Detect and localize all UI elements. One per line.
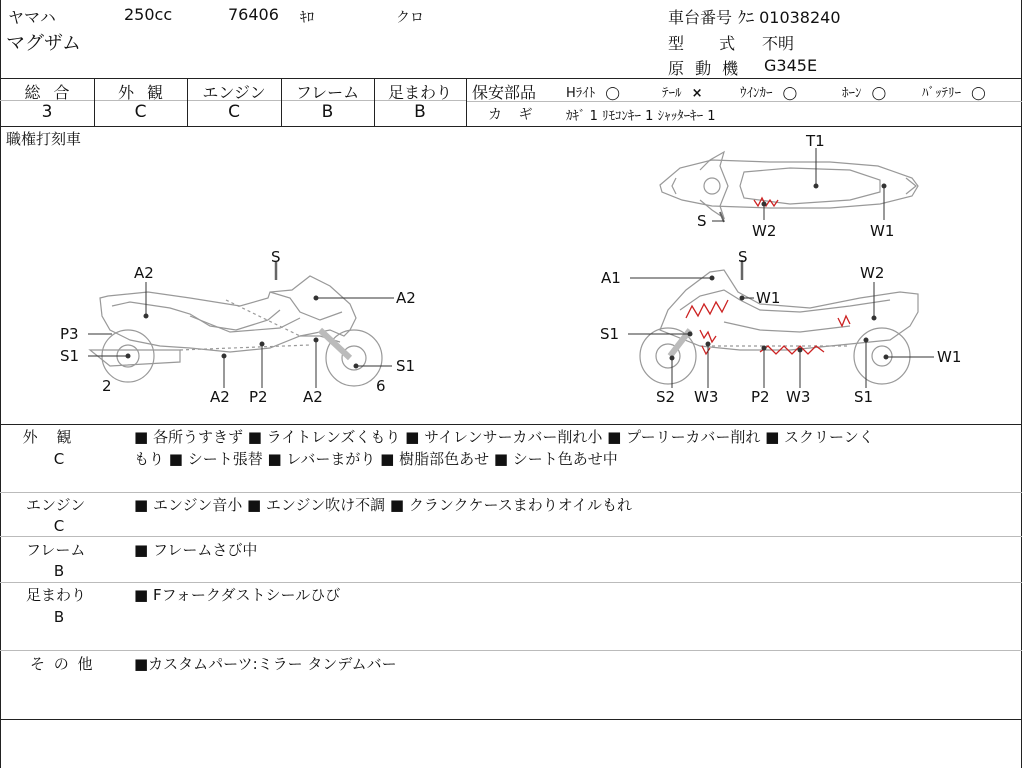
grade-frame: B — [321, 102, 334, 122]
type-value: 不明 — [762, 34, 795, 53]
damage-label: P3 — [60, 325, 79, 343]
make: ヤマハ — [8, 8, 56, 27]
circle-icon: ◯ — [971, 86, 986, 101]
damage-label: 2 — [102, 377, 112, 395]
divider — [0, 582, 1022, 583]
safety-item-name: Hﾗｲﾄ — [566, 86, 596, 101]
damage-label: W3 — [786, 388, 811, 406]
divider — [0, 424, 1022, 425]
safety-item-tail — [662, 82, 703, 101]
safety-item-horn — [842, 82, 886, 101]
grade-header-frame: フレーム — [295, 83, 360, 102]
grade-header-suspension: 足まわり — [387, 83, 452, 102]
damage-label: A2 — [396, 289, 416, 307]
note-text-exterior-cont: もり ■ シート張替 ■ レバーまがり ■ 樹脂部色あせ ■ シート色あせ中 — [134, 450, 618, 468]
safety-item-headlight — [566, 82, 620, 101]
damage-label: P2 — [249, 388, 268, 406]
damage-label: A1 — [601, 269, 621, 287]
engine-label: 原 動 機 — [668, 59, 739, 78]
damage-label: S1 — [60, 347, 80, 365]
note-text-engine: ■ エンジン音小 ■ エンジン吹け不調 ■ クランクケースまわりオイルもれ — [134, 496, 633, 514]
damage-label: S1 — [854, 388, 874, 406]
damage-label: W1 — [756, 289, 781, 307]
damage-label: A2 — [210, 388, 230, 406]
divider — [0, 492, 1022, 493]
safety-label: 保安部品 — [472, 83, 537, 102]
grade-header-overall: 総 合 — [24, 83, 70, 102]
damage-label: S — [738, 248, 748, 266]
note-label-engine: エンジン — [26, 496, 86, 514]
circle-icon: ◯ — [782, 86, 798, 101]
grade-header-exterior: 外 観 — [117, 83, 164, 102]
stamp-note: 職権打刻車 — [6, 130, 82, 148]
damage-label: T1 — [806, 132, 825, 150]
color: クロ — [396, 10, 424, 26]
damage-label: W2 — [752, 222, 777, 240]
safety-item-winker — [740, 82, 797, 101]
displacement: 250cc — [124, 5, 173, 24]
note-text-frame: ■ フレームさび中 — [134, 541, 258, 559]
note-label-suspension: 足まわり — [26, 586, 87, 604]
damage-label: W1 — [870, 222, 895, 240]
engine-value: G345E — [764, 56, 818, 75]
damage-label: A2 — [134, 264, 154, 282]
note-grade-engine: C — [53, 517, 65, 535]
note-grade-exterior: C — [53, 450, 65, 468]
safety-item-name: ﾎｰﾝ — [842, 86, 862, 101]
grade-exterior: C — [134, 102, 147, 122]
damage-label: W2 — [860, 264, 885, 282]
note-label-frame: フレーム — [26, 541, 86, 559]
safety-item-name: ｳｲﾝｶｰ — [740, 86, 773, 101]
damage-label: S2 — [656, 388, 676, 406]
damage-label: A2 — [303, 388, 323, 406]
circle-icon: ◯ — [605, 86, 620, 101]
damage-diagram — [0, 126, 1022, 426]
damage-label: S1 — [396, 357, 416, 375]
leader-lines — [88, 148, 934, 388]
note-grade-suspension: B — [53, 608, 65, 626]
note-label-other: そ の 他 — [30, 655, 93, 673]
divider — [0, 650, 1022, 651]
divider — [0, 536, 1022, 537]
note-text-suspension: ■ Fフォークダストシールひび — [134, 586, 341, 604]
note-text-exterior: ■ 各所うすきず ■ ライトレンズくもり ■ サイレンサーカバー削れ小 ■ プーリーカバー削れ ■ スクリーンく — [134, 428, 874, 446]
damage-label: W3 — [694, 388, 719, 406]
divider — [466, 101, 1022, 102]
safety-item-name: ﾃｰﾙ — [662, 86, 682, 101]
mileage-unit: ｷﾛ — [300, 10, 314, 26]
keys-label: カ ギ — [488, 107, 533, 123]
mileage-value: 76406 — [228, 5, 279, 24]
keys-value: ｶｷﾞ 1 ﾘﾓｺﾝｷｰ 1 ｼｬｯﾀｰｷｰ 1 — [566, 109, 716, 124]
safety-item-name: ﾊﾞｯﾃﾘｰ — [922, 86, 961, 101]
divider — [0, 719, 1022, 720]
note-text-other: ■カスタムパーツ:ミラー タンデムバー — [134, 655, 397, 673]
note-label-exterior: 外 観 — [22, 428, 72, 446]
chassis-value: ｸﾆ 01038240 — [738, 8, 841, 27]
safety-item-battery — [922, 82, 986, 101]
chassis-label: 車台番号 — [668, 8, 733, 27]
divider — [0, 78, 1022, 79]
grade-suspension: B — [414, 102, 426, 122]
damage-label: S1 — [600, 325, 620, 343]
damage-label: S — [271, 248, 281, 266]
grade-header-engine: エンジン — [202, 83, 266, 102]
damage-label: W1 — [937, 348, 962, 366]
note-grade-frame: B — [53, 562, 65, 580]
grade-overall: 3 — [41, 102, 53, 122]
model-name: マグザム — [6, 32, 82, 54]
damage-label: 6 — [376, 377, 386, 395]
type-label: 型 式 — [668, 34, 736, 53]
divider — [466, 78, 467, 126]
damage-label: S — [697, 212, 707, 230]
circle-icon: ◯ — [871, 86, 887, 101]
cross-icon: × — [691, 86, 703, 101]
damage-label: P2 — [751, 388, 770, 406]
grade-engine: C — [228, 102, 240, 122]
